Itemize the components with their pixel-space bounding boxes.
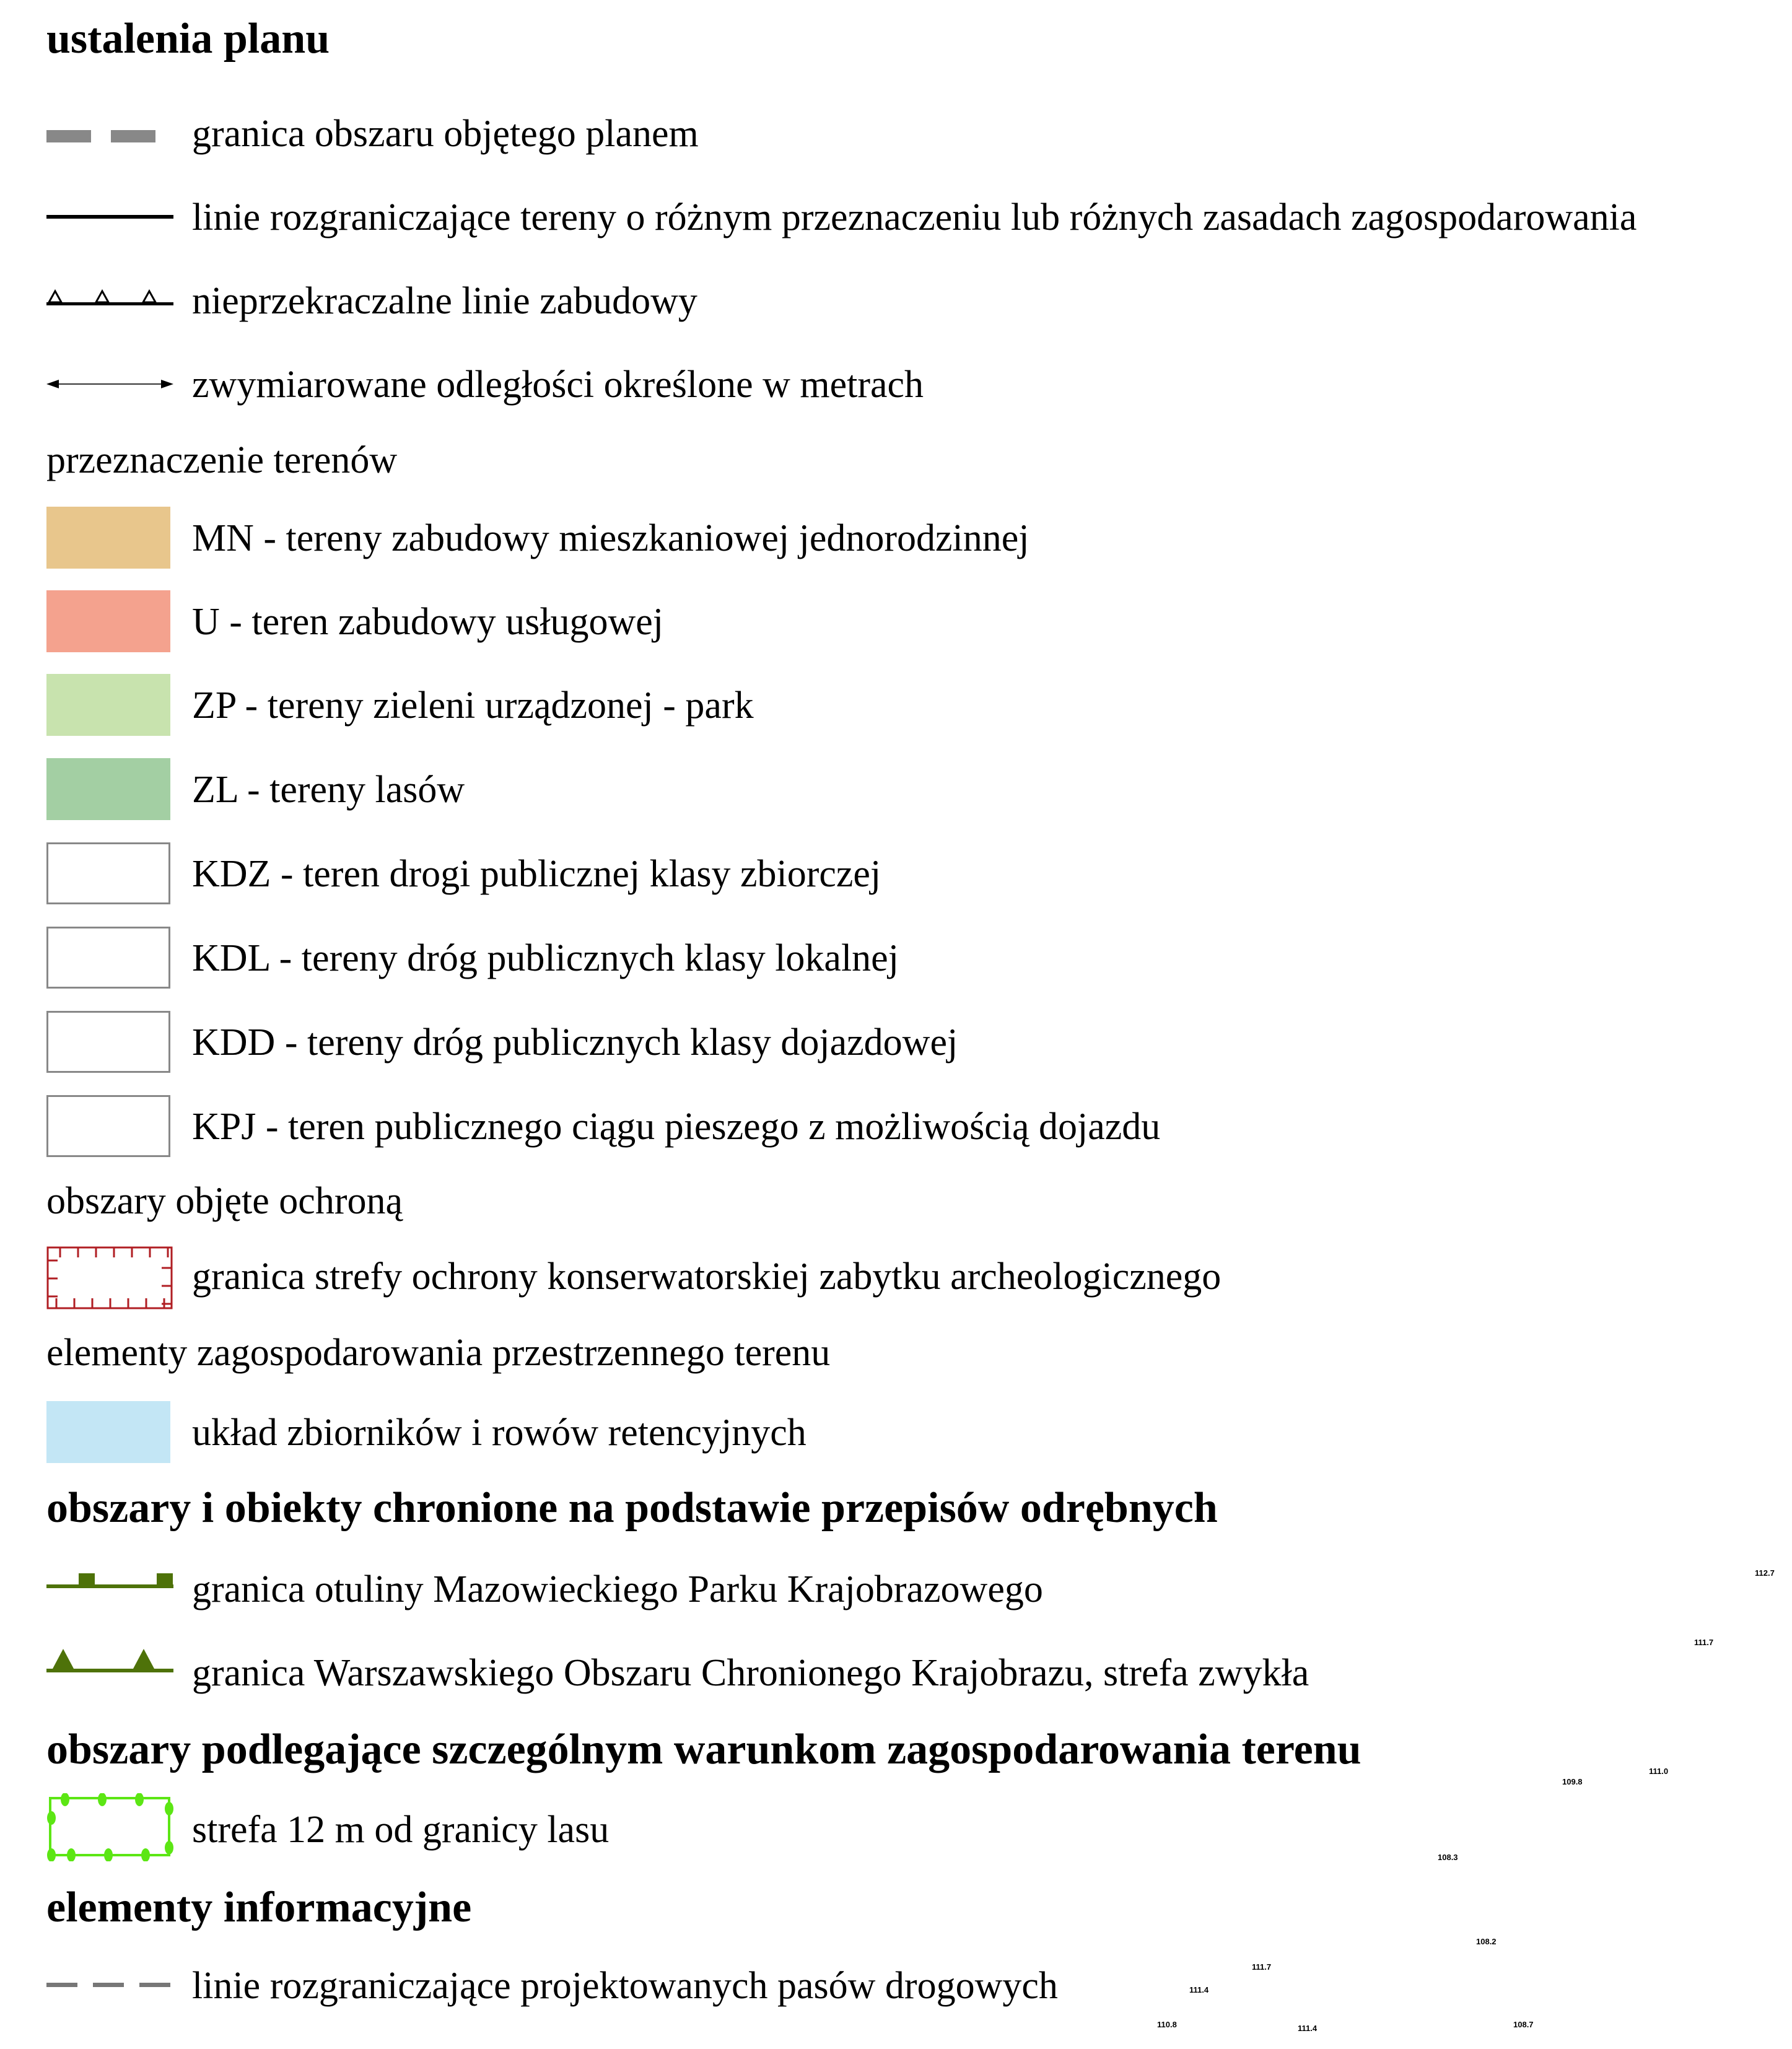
kdz-swatch-icon (46, 842, 170, 904)
elevation-label: 108.7 (1513, 2020, 1534, 2029)
elevation-label: 111.4 (1298, 2024, 1318, 2033)
elevation-label: 111.0 (1649, 1767, 1669, 1776)
legend-item-zl: ZL - tereny lasów (192, 769, 465, 811)
legend-item-u: U - teren zabudowy usługowej (192, 601, 664, 643)
thick-gray-dashed-line-icon (46, 123, 170, 147)
elevation-label: 111.7 (1694, 1638, 1714, 1647)
green-dotted-border-icon (46, 1793, 170, 1861)
line-with-squares-icon (46, 1567, 170, 1592)
legend-item-wochk: granica Warszawskiego Obszaru Chronionego Krajobrazu, strefa zwykła (192, 1652, 1309, 1694)
elevation-label: 109.8 (1562, 1777, 1583, 1786)
special-conditions-heading: obszary podlegające szczególnym warunkom zagospodarowania terenu (46, 1726, 1361, 1773)
legend-item-dimensions: zwymiarowane odległości określone w metrach (192, 364, 924, 406)
zl-swatch-icon (46, 758, 170, 820)
legend-item-kpj: KPJ - teren publicznego ciągu pieszego z możliwością dojazdu (192, 1106, 1161, 1148)
legend-item-mpk-buffer: granica otuliny Mazowieckiego Parku Krajobrazowego (192, 1568, 1043, 1610)
u-swatch-icon (46, 590, 170, 652)
legend-item-kdl: KDL - tereny dróg publicznych klasy lokalnej (192, 937, 899, 979)
kdl-swatch-icon (46, 927, 170, 989)
elevation-label: 108.3 (1438, 1853, 1458, 1862)
elevation-label: 108.2 (1476, 1937, 1497, 1946)
legend-item-projected-road-lines: linie rozgraniczające projektowanych pasów drogowych (192, 1965, 1058, 2007)
protection-heading: obszary objęte ochroną (46, 1180, 403, 1222)
elevation-label: 111.7 (1252, 1962, 1272, 1972)
legend-item-kdd: KDD - tereny dróg publicznych klasy dojazdowej (192, 1021, 958, 1064)
legend-item-dividing-lines: linie rozgraniczające tereny o różnym przeznaczeniu lub różnych zasadach zagospodarowania (192, 196, 1637, 238)
red-hatched-border-icon (46, 1245, 170, 1310)
line-with-filled-triangles-icon (46, 1646, 170, 1674)
line-with-open-triangles-icon (46, 284, 170, 308)
elevation-label: 111.4 (1189, 1985, 1209, 1994)
kpj-swatch-icon (46, 1095, 170, 1157)
legend-item-archaeological-zone: granica strefy ochrony konserwatorskiej zabytku archeologicznego (192, 1256, 1222, 1298)
land-use-heading: przeznaczenie terenów (46, 439, 398, 481)
kdd-swatch-icon (46, 1011, 170, 1073)
light-blue-swatch-icon (46, 1401, 170, 1463)
double-arrow-dimension-icon (46, 375, 170, 393)
legend-item-retention: układ zbiorników i rowów retencyjnych (192, 1412, 806, 1454)
solid-black-line-icon (46, 208, 170, 226)
info-elements-heading: elementy informacyjne (46, 1884, 472, 1931)
legend-title: ustalenia planu (46, 15, 330, 63)
legend-item-building-lines: nieprzekraczalne linie zabudowy (192, 280, 697, 322)
legend-item-kdz: KDZ - teren drogi publicznej klasy zbiorczej (192, 853, 881, 895)
elevation-label: 110.8 (1157, 2020, 1177, 2029)
legal-protection-heading: obszary i obiekty chronione na podstawie przepisów odrębnych (46, 1484, 1218, 1532)
mn-swatch-icon (46, 507, 170, 569)
legend-item-mn: MN - tereny zabudowy mieszkaniowej jednorodzinnej (192, 517, 1029, 559)
elevation-label: 112.7 (1755, 1568, 1775, 1578)
development-heading: elementy zagospodarowania przestrzennego terenu (46, 1332, 831, 1374)
legend-item-plan-boundary: granica obszaru objętego planem (192, 113, 699, 155)
legend-item-forest-zone: strefa 12 m od granicy lasu (192, 1809, 610, 1851)
zp-swatch-icon (46, 674, 170, 736)
gray-dashed-line-icon (46, 1979, 170, 1991)
legend-item-zp: ZP - tereny zieleni urządzonej - park (192, 684, 754, 727)
